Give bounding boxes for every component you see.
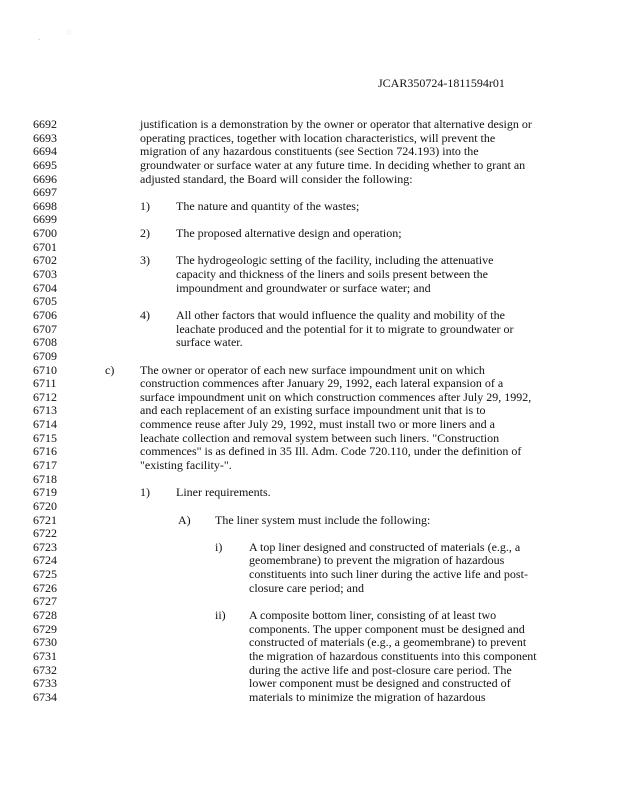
line-number: 6712	[33, 389, 57, 404]
line-text: during the active life and post-closure care period. The	[249, 662, 512, 677]
line-text: constituents into such liner during the active life and post-	[249, 567, 528, 582]
item-label: c)	[105, 362, 115, 377]
line-number: 6731	[33, 648, 57, 663]
line-number: 6727	[33, 594, 57, 609]
line-text: "existing facility-".	[140, 458, 232, 472]
line-text: The nature and quantity of the wastes;	[176, 198, 360, 213]
line-text: surface water.	[176, 335, 243, 350]
line-number: 6700	[33, 226, 57, 241]
item-label: 1)	[140, 198, 150, 213]
line-number: 6713	[33, 403, 57, 418]
line-text: The proposed alternative design and operation;	[176, 226, 402, 241]
line-text: constructed of materials (e.g., a geomembrane) to prevent	[249, 635, 527, 650]
line-text: commence reuse after July 29, 1992, must install two or more liners and a	[140, 417, 495, 432]
line-number: 6714	[33, 417, 57, 432]
line-text: groundwater or surface water at any future time. In deciding whether to grant an	[140, 157, 526, 172]
line-number: 6704	[33, 280, 57, 295]
scan-artifact: ◌	[66, 27, 72, 37]
line-text: A composite bottom liner, consisting of at least two	[249, 608, 497, 623]
line-number: 6706	[33, 307, 57, 322]
line-text: closure care period; and	[249, 580, 364, 595]
line-text: surface impoundment unit on which construction commences after July 29, 1992,	[140, 389, 532, 404]
line-text: lower component must be designed and constructed of	[249, 676, 511, 691]
line-text: The hydrogeologic setting of the facility, including the attenuative	[176, 253, 494, 268]
line-text: leachate collection and removal system between such liners. "Construction	[140, 430, 500, 445]
line-number: 6709	[33, 348, 57, 363]
line-text: A top liner designed and constructed of materials (e.g., a	[249, 539, 521, 554]
item-label: 2)	[140, 226, 150, 241]
line-number: 6729	[33, 621, 57, 636]
line-number: 6701	[33, 239, 57, 254]
line-number: 6694	[33, 144, 57, 159]
item-label: 1)	[140, 485, 150, 500]
line-number: 6717	[33, 458, 57, 472]
line-number: 6733	[33, 676, 57, 691]
line-number: 6722	[33, 526, 57, 541]
line-number: 6720	[33, 498, 57, 513]
line-number: 6705	[33, 294, 57, 309]
line-number: 6708	[33, 335, 57, 350]
line-number: 6715	[33, 430, 57, 445]
line-number: 6716	[33, 444, 57, 459]
document-id-header: JCAR350724-1811594r01	[378, 76, 505, 90]
line-text: geomembrane) to prevent the migration of hazardous	[249, 553, 505, 568]
line-text: impoundment and groundwater or surface water; and	[176, 280, 431, 295]
line-text: components. The upper component must be designed and	[249, 621, 525, 636]
line-text: The owner or operator of each new surface impoundment unit on which	[140, 362, 485, 377]
line-number: 6721	[33, 512, 57, 527]
line-number: 6693	[33, 130, 57, 145]
line-text: the migration of hazardous constituents into this component	[249, 648, 537, 663]
item-label: 3)	[140, 253, 150, 268]
line-text: leachate produced and the potential for it to migrate to groundwater or	[176, 321, 514, 336]
line-number: 6697	[33, 185, 57, 200]
line-text: commences" is as defined in 35 Ill. Adm. Code 720.110, under the definition of	[140, 444, 522, 459]
item-label: i)	[215, 539, 223, 554]
line-text: construction commences after January 29, 1992, each lateral expansion of a	[140, 376, 504, 391]
line-number: 6699	[33, 212, 57, 227]
line-number: 6724	[33, 553, 57, 568]
item-label: A)	[178, 512, 191, 527]
line-text: adjusted standard, the Board will consider the following:	[140, 171, 413, 186]
item-label: 4)	[140, 307, 150, 322]
line-text: capacity and thickness of the liners and soils present between the	[176, 267, 488, 282]
line-number: 6718	[33, 471, 57, 486]
line-text: materials to minimize the migration of hazardous	[249, 689, 486, 704]
line-number: 6702	[33, 253, 57, 268]
line-number: 6695	[33, 157, 57, 172]
line-number: 6732	[33, 662, 57, 677]
line-text: justification is a demonstration by the owner or operator that alternative design or	[140, 117, 532, 131]
line-number: 6723	[33, 539, 57, 554]
line-number: 6696	[33, 171, 57, 186]
line-number: 6703	[33, 267, 57, 282]
line-number: 6728	[33, 608, 57, 623]
item-label: ii)	[215, 608, 226, 623]
line-text: migration of any hazardous constituents (see Section 724.193) into the	[140, 144, 479, 159]
line-number: 6711	[33, 376, 57, 391]
line-number: 6710	[33, 362, 57, 377]
line-number: 6719	[33, 485, 57, 500]
line-number: 6692	[33, 117, 57, 131]
line-number: 6730	[33, 635, 57, 650]
line-text: Liner requirements.	[176, 485, 271, 500]
line-number: 6726	[33, 580, 57, 595]
line-number: 6698	[33, 198, 57, 213]
line-number: 6707	[33, 321, 57, 336]
line-text: The liner system must include the following:	[215, 512, 431, 527]
line-text: and each replacement of an existing surface impoundment unit that is to	[140, 403, 486, 418]
scan-artifact: .	[38, 32, 41, 42]
line-number: 6725	[33, 567, 57, 582]
line-text: All other factors that would influence the quality and mobility of the	[176, 307, 505, 322]
line-text: operating practices, together with location characteristics, will prevent the	[140, 130, 496, 145]
line-number: 6734	[33, 689, 57, 704]
